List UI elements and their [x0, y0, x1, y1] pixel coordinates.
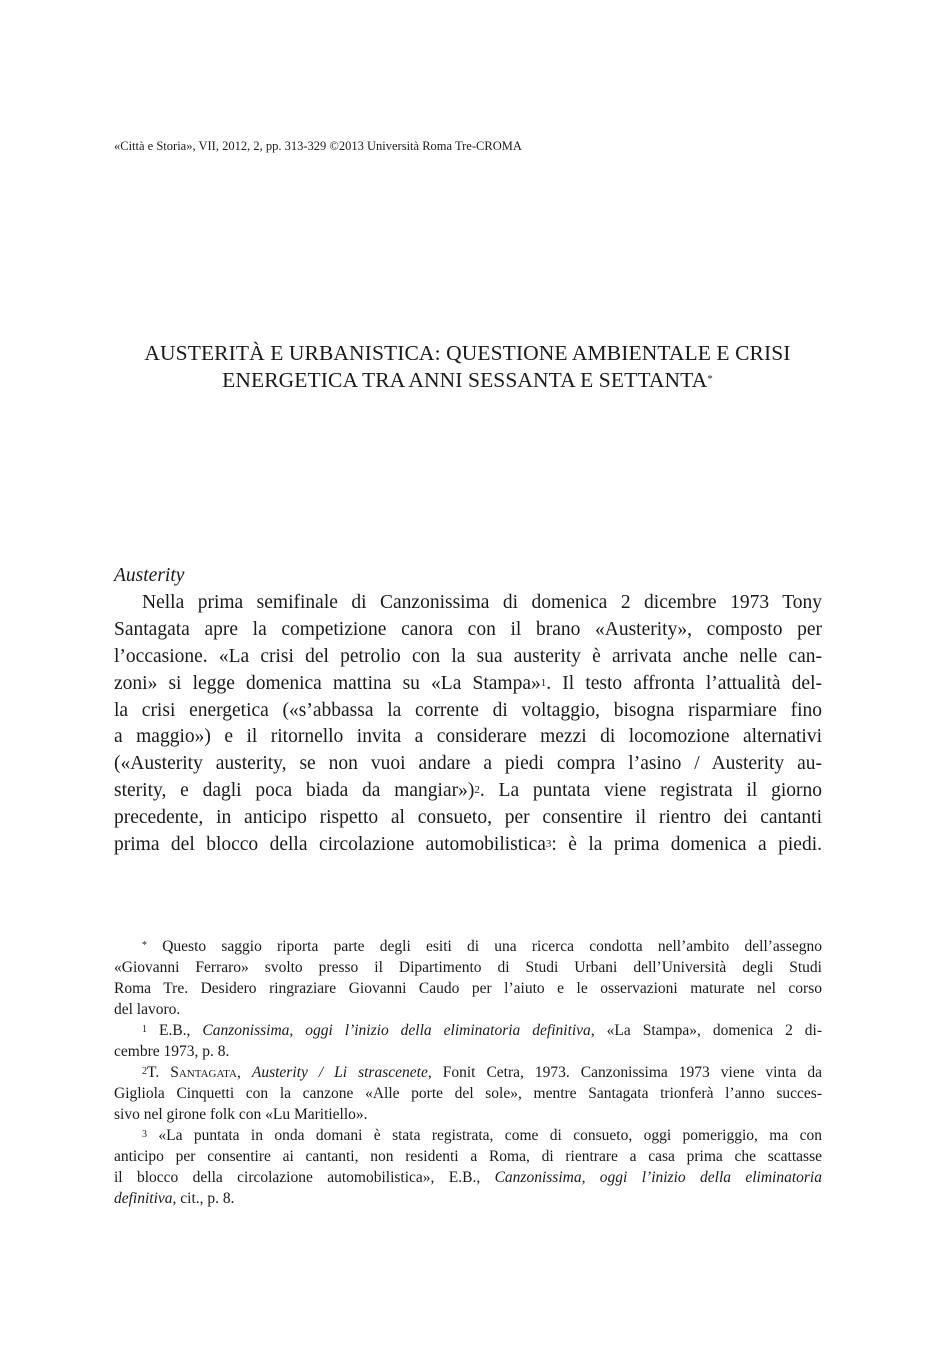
- footnote-text: E.B.,: [158, 1022, 203, 1039]
- footnote-3-line: [114, 1125, 822, 1146]
- footnote-3-line: anticipo per consentire ai cantanti, non residenti a Roma, di rientrare a casa prima che scattasse: [114, 1148, 822, 1165]
- title-line-2-text: ENERGETICA TRA ANNI SESSANTA E SETTANTA: [222, 368, 708, 392]
- body-line: precedente, in anticipo rispetto al consueto, per consentire il rientro dei cantanti: [114, 807, 822, 829]
- body-line: Nella prima semifinale di Canzonissima di domenica 2 dicembre 1973 Tony: [142, 592, 822, 613]
- footnote-title: Canzonissima, oggi l’inizio della eliminatoria: [494, 1169, 822, 1186]
- footnote-1-line: [114, 1020, 822, 1041]
- body-line-part: zoni» si legge domenica mattina su «La Stampa»: [114, 672, 541, 694]
- footnote-mark: 2: [142, 1066, 147, 1077]
- body-line: la crisi energetica («s’abbassa la corrente di voltaggio, bisogna risparmiare fino: [114, 699, 822, 721]
- footnote-2-line: [114, 1062, 822, 1083]
- footnote-2-line: Gigliola Cinquetti con la canzone «Alle porte del sole», mentre Santagata trionferà l’anno succes-: [114, 1085, 822, 1102]
- footnote-text: «La puntata in onda domani è stata registrata, come di consueto, oggi pomeriggio, ma con: [158, 1127, 822, 1144]
- body-line-part: prima del blocco della circolazione automobilistica: [114, 834, 546, 856]
- footnote-ref-1: 1: [540, 676, 547, 689]
- title-line-1: AUSTERITÀ E URBANISTICA: QUESTIONE AMBIENTALE E CRISI: [144, 341, 791, 365]
- body-line-part: . La puntata viene registrata il giorno: [479, 780, 822, 802]
- body-line-part: : è la prima domenica a piedi.: [551, 834, 822, 856]
- footnotes: [114, 936, 822, 1209]
- footnote-title: definitiva: [114, 1190, 173, 1207]
- body-line-part: sterity, e dagli poca biada da mangiar»): [114, 780, 475, 802]
- footnote-author: Santagata: [170, 1064, 237, 1081]
- body-line: a maggio») e il ritornello invita a considerare mezzi di locomozione alternativi: [114, 726, 822, 748]
- footnote-1-line: cembre 1973, p. 8.: [114, 1043, 230, 1060]
- footnote-ref-2: 2: [474, 784, 480, 797]
- footnote-3-line: [114, 1167, 822, 1188]
- footnote-text: , «La Stampa», domenica 2 di-: [590, 1022, 823, 1039]
- footnote-text: T.: [147, 1064, 171, 1081]
- footnote-star-line: «Giovanni Ferraro» svolto presso il Dipartimento di Studi Urbani dell’Università degli Studi: [114, 959, 822, 976]
- footnote-star-line: del lavoro.: [114, 1001, 181, 1018]
- title-footnote-mark: *: [707, 373, 713, 385]
- article-title: [100, 340, 835, 394]
- footnote-mark: 3: [142, 1129, 147, 1140]
- body-line: [114, 671, 822, 698]
- section-heading: Austerity: [114, 565, 185, 586]
- footnote-text: , cit., p. 8.: [172, 1190, 235, 1207]
- running-head: «Città e Storia», VII, 2012, 2, pp. 313-329 ©2013 Università Roma Tre-CROMA: [114, 139, 522, 153]
- body-line: Santagata apre la competizione canora con il brano «Austerity», composto per: [114, 618, 822, 640]
- footnote-text: , Fonit Cetra, 1973. Canzonissima 1973 viene vinta da: [427, 1064, 823, 1081]
- title-line-2: [100, 367, 835, 394]
- footnote-mark: 1: [142, 1024, 147, 1035]
- footnote-text: ,: [236, 1064, 252, 1081]
- footnote-mark: *: [142, 940, 147, 951]
- body-paragraph: [114, 590, 822, 859]
- body-line: [114, 778, 822, 805]
- body-line: («Austerity austerity, se non vuoi andare a piedi compra l’asino / Austerity au-: [114, 753, 822, 775]
- body-line-part: . Il testo affronta l’attualità del-: [546, 672, 822, 694]
- footnote-star-line: [114, 936, 822, 957]
- footnote-star-line: Roma Tre. Desidero ringraziare Giovanni Caudo per l’aiuto e le osservazioni maturate nel corso: [114, 980, 822, 997]
- footnote-ref-3: 3: [545, 838, 552, 851]
- body-line: l’occasione. «La crisi del petrolio con la sua austerity è arrivata anche nelle can-: [114, 645, 822, 667]
- footnote-title: Austerity / Li strascenete: [251, 1064, 428, 1081]
- footnote-2-line: sivo nel girone folk con «Lu Maritiello».: [114, 1106, 368, 1123]
- footnote-text: il blocco della circolazione automobilistica», E.B.,: [114, 1169, 495, 1186]
- footnote-3-line: [114, 1188, 822, 1209]
- footnote-text: Questo saggio riporta parte degli esiti di una ricerca condotta nell’ambito dell’assegno: [162, 938, 822, 955]
- body-line: [114, 832, 822, 859]
- footnote-title: Canzonissima, oggi l’inizio della eliminatoria definitiva: [202, 1022, 591, 1039]
